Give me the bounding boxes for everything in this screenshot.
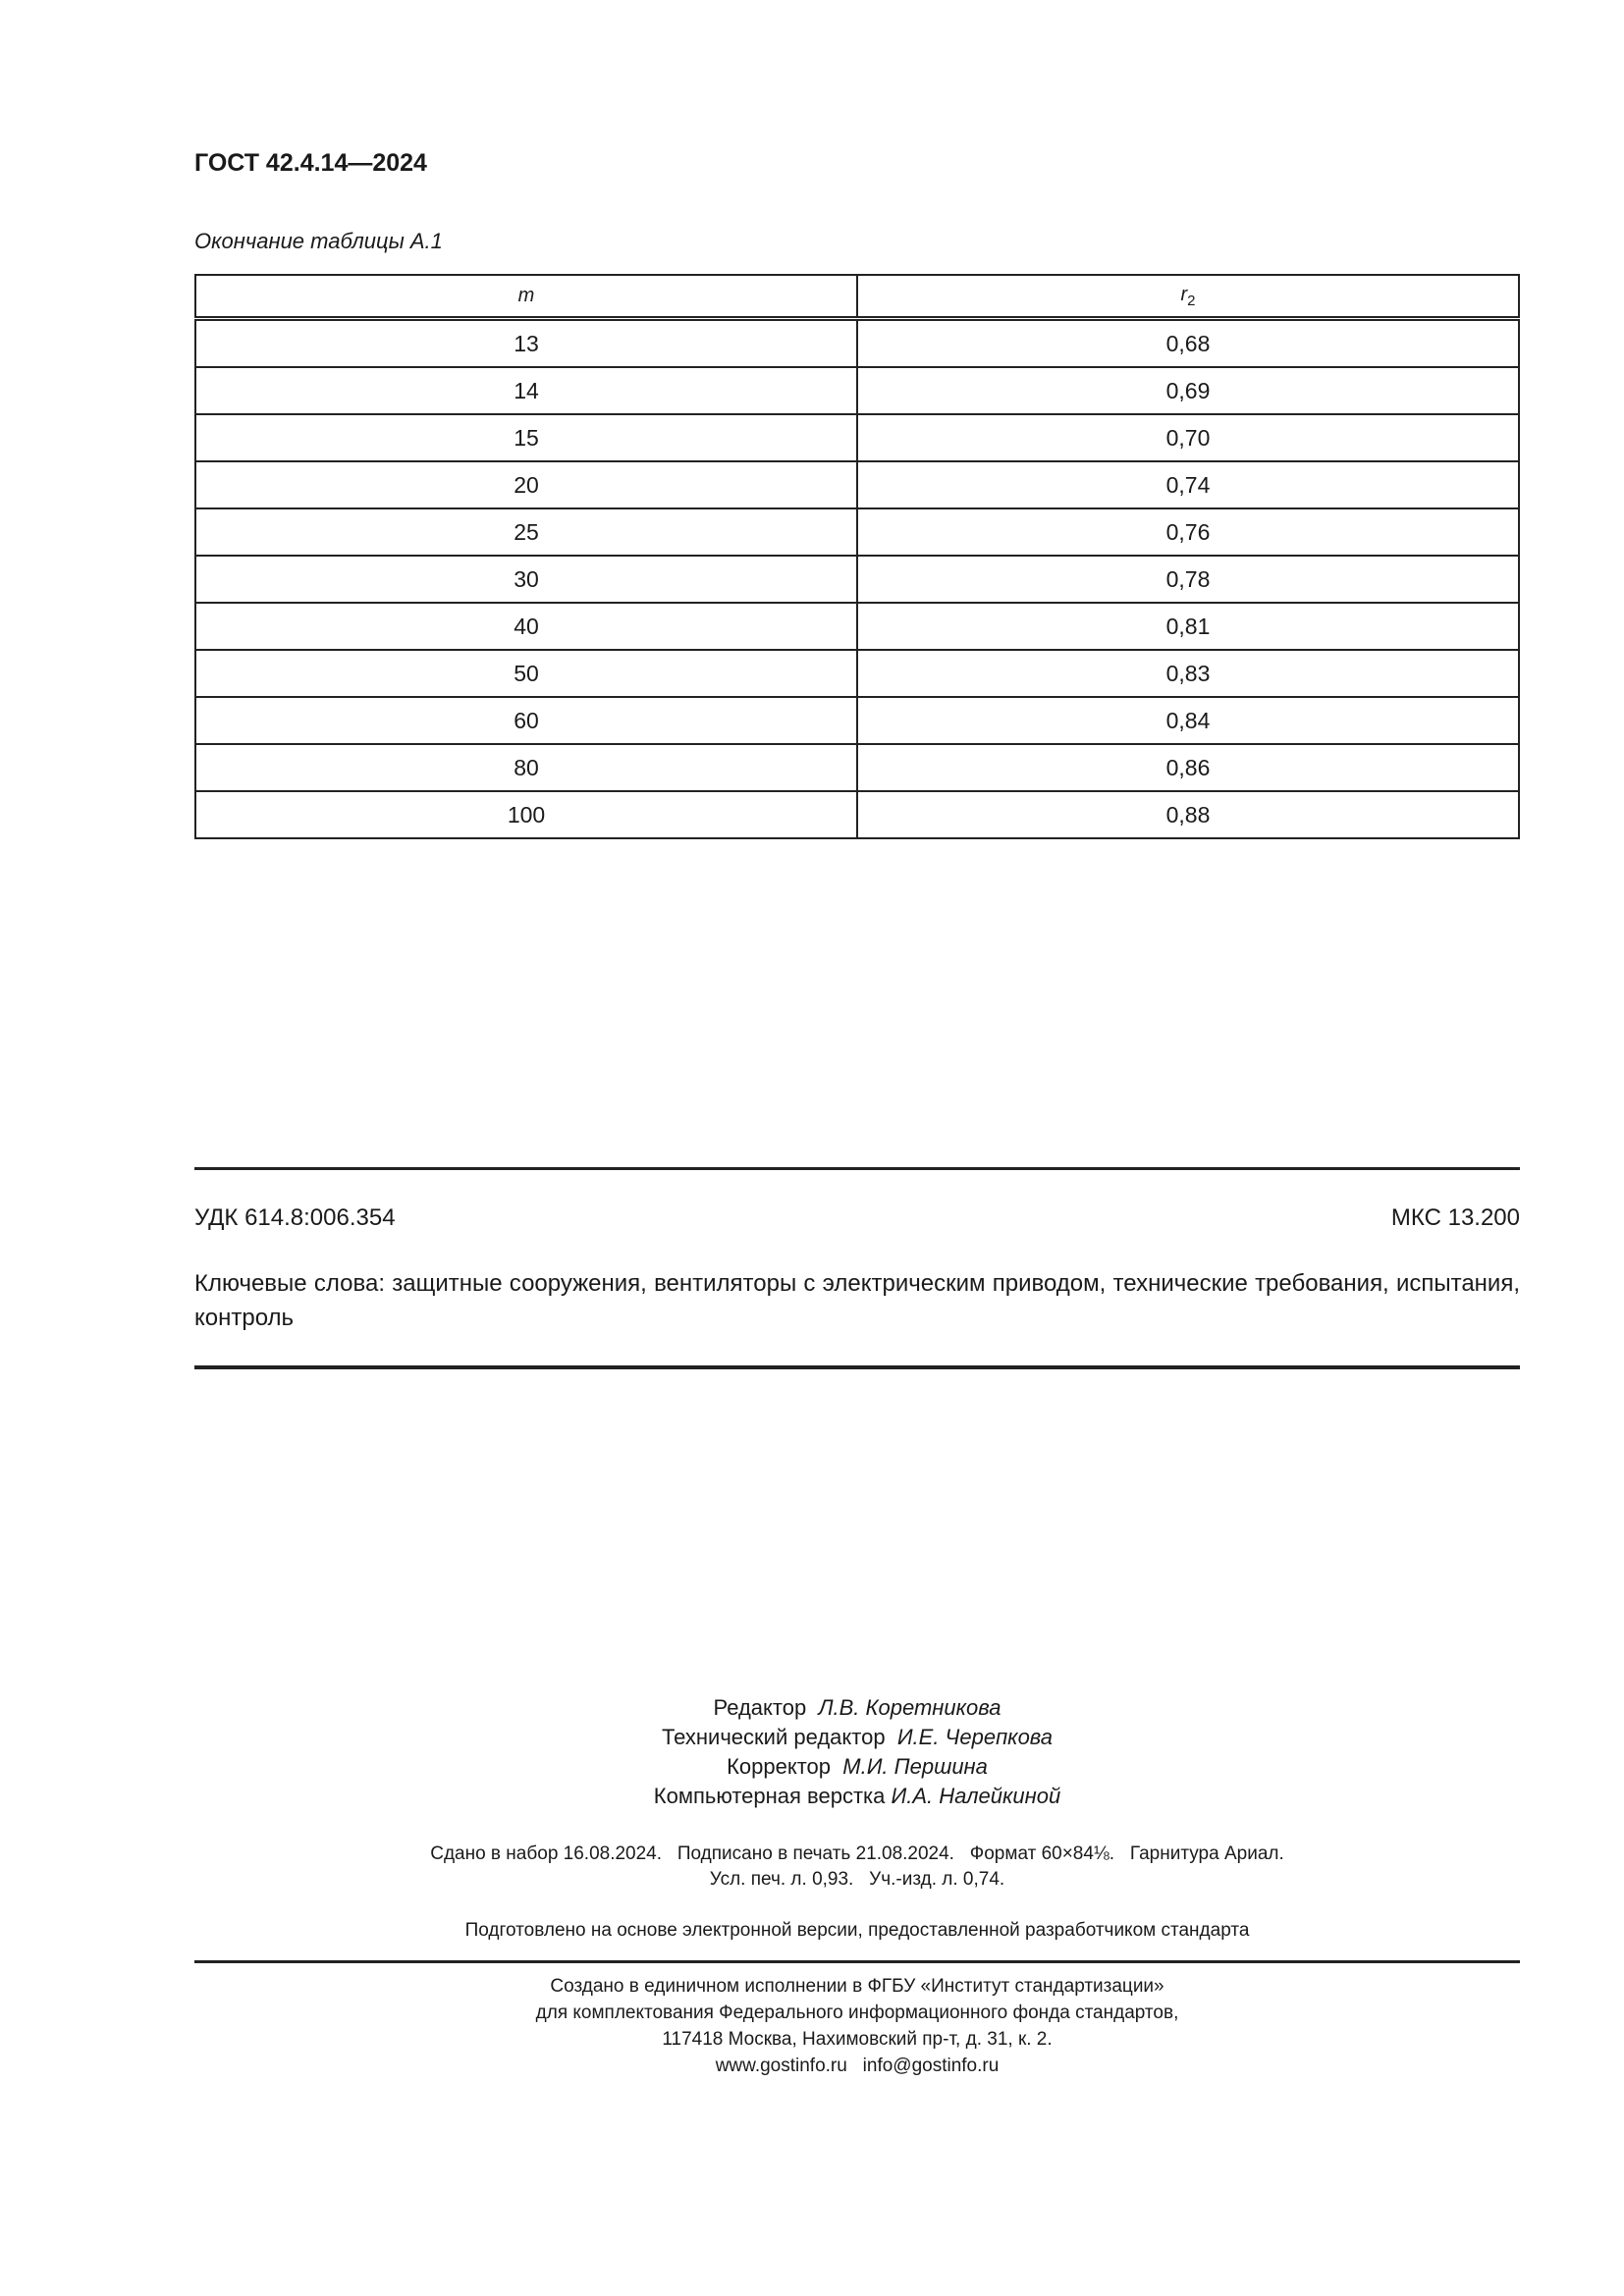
cell-r2: 0,76 — [857, 508, 1519, 556]
credit-name: Л.В. Коретникова — [818, 1695, 1001, 1720]
credit-role: Редактор — [713, 1695, 807, 1720]
cell-m: 14 — [195, 367, 857, 414]
cell-m: 50 — [195, 650, 857, 697]
keywords: Ключевые слова: защитные сооружения, вентиляторы с электрическим приводом, технические требования, испытания, контроль — [194, 1270, 1520, 1331]
cell-m: 15 — [195, 414, 857, 461]
cell-m: 30 — [195, 556, 857, 603]
credit-name: М.И. Першина — [842, 1754, 988, 1779]
publisher-line: для комплектования Федерального информационного фонда стандартов, — [535, 2002, 1179, 2023]
document-code: ГОСТ 42.4.14—2024 — [194, 149, 427, 177]
column-header-r2 — [857, 275, 1519, 319]
cell-m: 100 — [195, 791, 857, 838]
cell-r2: 0,86 — [857, 744, 1519, 791]
publisher-line: Создано в единичном исполнении в ФГБУ «Институт стандартизации» — [550, 1976, 1164, 1997]
table-row — [195, 319, 1519, 368]
credit-role: Технический редактор — [661, 1725, 886, 1749]
credits — [194, 1693, 1520, 1811]
udk-code: УДК 614.8:006.354 — [194, 1204, 396, 1231]
cell-m: 40 — [195, 603, 857, 650]
table-row — [195, 556, 1519, 603]
cell-m: 20 — [195, 461, 857, 508]
table-row — [195, 461, 1519, 508]
table-row — [195, 508, 1519, 556]
cell-r2: 0,81 — [857, 603, 1519, 650]
print-info — [194, 1842, 1520, 1893]
credit-name: И.А. Налейкиной — [891, 1784, 1061, 1808]
divider-publisher — [194, 1960, 1520, 1963]
table-row — [195, 367, 1519, 414]
credit-editor — [194, 1693, 1520, 1723]
divider-top — [194, 1167, 1520, 1170]
table-row — [195, 791, 1519, 838]
credit-layout — [194, 1782, 1520, 1811]
table-caption: Окончание таблицы А.1 — [194, 229, 443, 253]
cell-r2: 0,88 — [857, 791, 1519, 838]
data-table — [194, 274, 1520, 839]
cell-m: 13 — [195, 319, 857, 368]
credit-role: Корректор — [727, 1754, 832, 1779]
print-info-line: Усл. печ. л. 0,93. Уч.-изд. л. 0,74. — [709, 1869, 1005, 1890]
cell-r2: 0,78 — [857, 556, 1519, 603]
table-row — [195, 697, 1519, 744]
publisher-line: 117418 Москва, Нахимовский пр-т, д. 31, к. 2. — [662, 2029, 1053, 2050]
cell-r2: 0,68 — [857, 319, 1519, 368]
cell-r2: 0,74 — [857, 461, 1519, 508]
table-row — [195, 744, 1519, 791]
table-row — [195, 603, 1519, 650]
cell-m: 25 — [195, 508, 857, 556]
credit-role: Компьютерная верстка — [653, 1784, 886, 1808]
table-row — [195, 414, 1519, 461]
publisher-contacts: www.gostinfo.ru info@gostinfo.ru — [715, 2056, 1000, 2076]
table-header-row — [195, 275, 1519, 319]
cell-r2: 0,69 — [857, 367, 1519, 414]
publisher-info — [194, 1973, 1520, 2079]
column-header-r2-subscript: 2 — [1187, 292, 1196, 309]
column-header-r2-label: r — [1180, 283, 1188, 305]
cell-r2: 0,70 — [857, 414, 1519, 461]
cell-m: 60 — [195, 697, 857, 744]
mks-code: МКС 13.200 — [1390, 1204, 1520, 1231]
credit-corrector — [194, 1752, 1520, 1782]
divider-bottom — [194, 1365, 1520, 1369]
prepared-note: Подготовлено на основе электронной версии, предоставленной разработчиком стандарта — [464, 1920, 1250, 1941]
cell-r2: 0,83 — [857, 650, 1519, 697]
credit-name: И.Е. Черепкова — [896, 1725, 1054, 1749]
cell-m: 80 — [195, 744, 857, 791]
column-header-m-label: m — [517, 285, 535, 306]
table-row — [195, 650, 1519, 697]
cell-r2: 0,84 — [857, 697, 1519, 744]
credit-tech-editor — [194, 1723, 1520, 1752]
column-header-m — [195, 275, 857, 319]
print-info-line: Сдано в набор 16.08.2024. Подписано в печать 21.08.2024. Формат 60×84⅛. Гарнитура Ариал. — [430, 1843, 1284, 1864]
